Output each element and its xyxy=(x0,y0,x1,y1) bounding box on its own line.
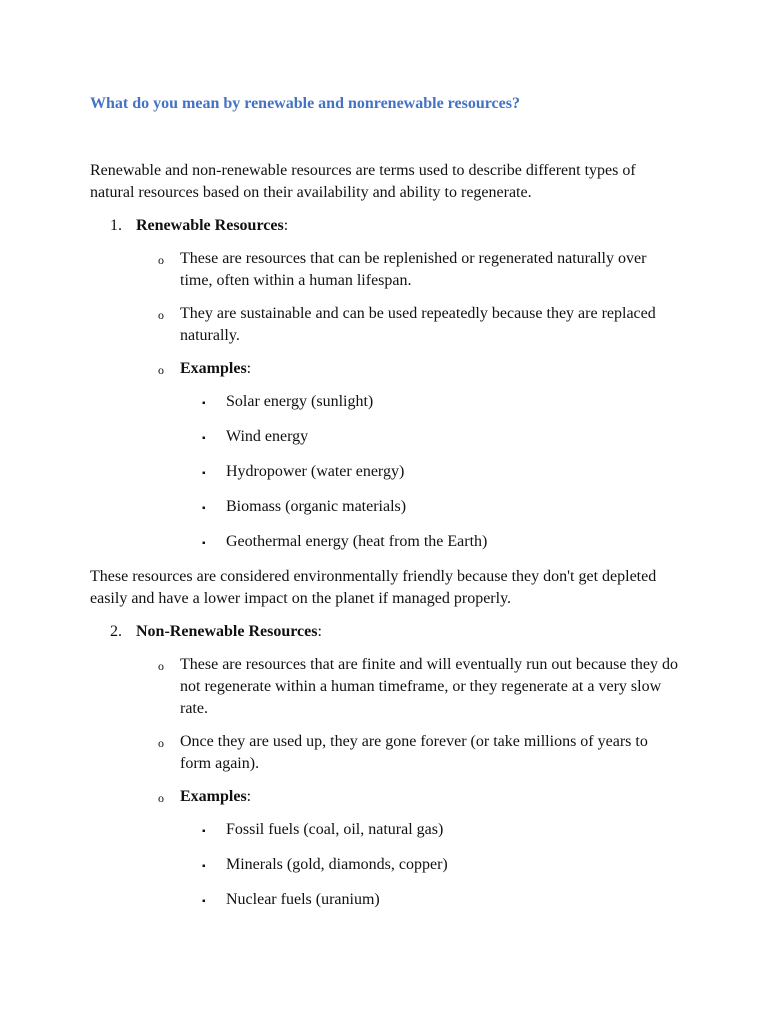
example-item xyxy=(90,889,682,913)
section-number: 2. xyxy=(110,623,122,640)
circle-bullet-icon: o xyxy=(158,363,164,377)
example-text: Fossil fuels (coal, oil, natural gas) xyxy=(226,821,444,838)
example-text: Nuclear fuels (uranium) xyxy=(226,891,380,908)
circle-bullet-icon: o xyxy=(158,791,164,805)
example-item xyxy=(90,854,682,878)
circle-bullet-icon: o xyxy=(158,308,164,322)
list-item xyxy=(90,731,682,775)
examples-label-wrap xyxy=(180,358,682,380)
example-text: Hydropower (water energy) xyxy=(226,463,405,480)
examples-label: Examples xyxy=(180,788,247,805)
list-item-text: These are resources that are finite and will eventually run out because they do not regenerate within a human timeframe, or they regenerate at a very slow rate. xyxy=(180,656,679,717)
examples-label-wrap xyxy=(180,786,682,808)
document-heading: What do you mean by renewable and nonrenewable resources? xyxy=(90,95,520,112)
section-nonrenewable xyxy=(90,621,682,643)
section-title-suffix: : xyxy=(283,217,289,234)
section-title-wrap xyxy=(136,621,322,643)
example-text: Minerals (gold, diamonds, copper) xyxy=(226,856,448,873)
example-item xyxy=(90,496,682,520)
circle-bullet-icon: o xyxy=(158,736,164,750)
example-text: Wind energy xyxy=(226,428,309,445)
example-item xyxy=(90,819,682,843)
square-bullet-icon: ▪ xyxy=(202,503,206,514)
example-item xyxy=(90,391,682,415)
circle-bullet-icon: o xyxy=(158,253,164,267)
list-item xyxy=(90,358,682,380)
square-bullet-icon: ▪ xyxy=(202,433,206,444)
example-item xyxy=(90,426,682,450)
example-item xyxy=(90,461,682,485)
list-item-text: Once they are used up, they are gone forever (or take millions of years to form again). xyxy=(180,733,648,772)
list-item xyxy=(90,786,682,808)
square-bullet-icon: ▪ xyxy=(202,826,206,837)
section-number: 1. xyxy=(110,217,122,234)
section-title: Renewable Resources xyxy=(136,217,284,234)
list-item-text: They are sustainable and can be used repeatedly because they are replaced naturally. xyxy=(180,305,656,344)
list-item xyxy=(90,654,682,720)
list-item xyxy=(90,303,682,347)
square-bullet-icon: ▪ xyxy=(202,398,206,409)
section-title: Non-Renewable Resources xyxy=(136,623,318,640)
example-text: Biomass (organic materials) xyxy=(226,498,407,515)
square-bullet-icon: ▪ xyxy=(202,538,206,549)
example-text: Geothermal energy (heat from the Earth) xyxy=(226,533,488,550)
example-item xyxy=(90,531,682,555)
list-item xyxy=(90,248,682,292)
examples-label: Examples xyxy=(180,360,247,377)
circle-bullet-icon: o xyxy=(158,659,164,673)
square-bullet-icon: ▪ xyxy=(202,861,206,872)
examples-label-suffix: : xyxy=(246,360,252,377)
renewable-summary-paragraph: These resources are considered environmentally friendly because they don't get depleted easily and have a lower impact on the planet if managed properly. xyxy=(90,568,657,607)
list-item-text: These are resources that can be replenished or regenerated naturally over time, often within a human lifespan. xyxy=(180,250,647,289)
section-renewable xyxy=(90,215,682,237)
examples-label-suffix: : xyxy=(246,788,252,805)
section-title-suffix: : xyxy=(317,623,322,640)
intro-paragraph: Renewable and non-renewable resources are terms used to describe different types of natural resources based on their availability and ability to regenerate. xyxy=(90,162,636,201)
section-title-wrap xyxy=(136,215,288,237)
example-text: Solar energy (sunlight) xyxy=(226,393,374,410)
square-bullet-icon: ▪ xyxy=(202,896,206,907)
document-page xyxy=(90,92,682,924)
square-bullet-icon: ▪ xyxy=(202,468,206,479)
